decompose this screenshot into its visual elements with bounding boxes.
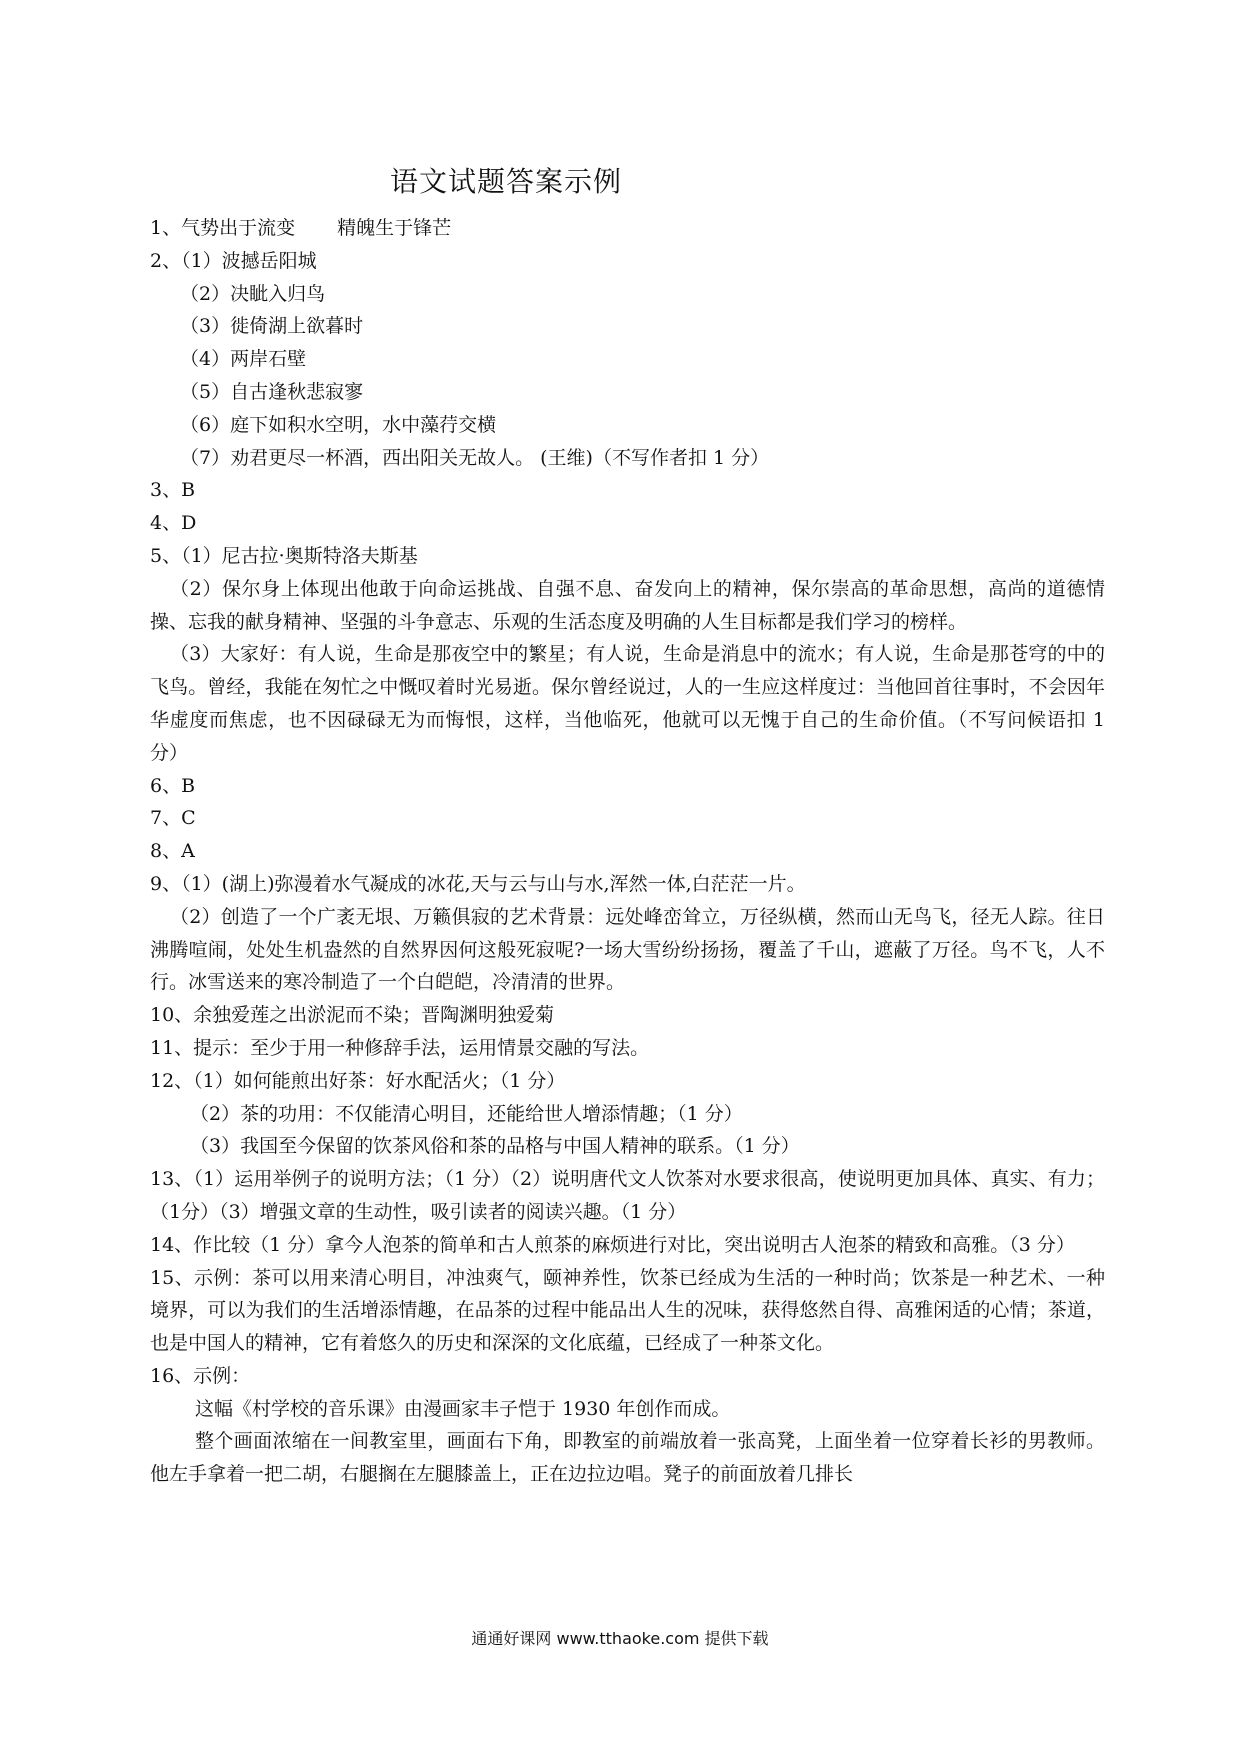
answer-2-5: （5）自古逢秋悲寂寥 xyxy=(180,380,364,403)
answer-7: 7、C xyxy=(150,807,196,830)
answer-4: 4、D xyxy=(150,512,197,535)
answer-1-part-b: 精魄生于锋芒 xyxy=(337,217,452,239)
answer-12-2: （2）茶的功用：不仅能清心明目，还能给世人增添情趣；（1 分） xyxy=(190,1102,743,1125)
answer-5-1: 5、（1）尼古拉·奥斯特洛夫斯基 xyxy=(150,544,418,567)
answer-13: 13、（1）运用举例子的说明方法；（1 分）（2）说明唐代文人饮茶对水要求很高，使说明更加具体、真实、有力；（1分）（3）增强文章的生动性，吸引读者的阅读兴趣。（1 分） xyxy=(150,1168,1105,1223)
answer-6: 6、B xyxy=(150,774,196,797)
answer-12-3: （3）我国至今保留的饮茶风俗和茶的品格与中国人精神的联系。（1 分） xyxy=(190,1135,800,1158)
answer-12-1: 12、（1）如何能煎出好茶：好水配活火；（1 分） xyxy=(150,1069,566,1092)
answer-2-4: （4）两岸石壁 xyxy=(180,348,307,371)
answer-5-2: （2）保尔身上体现出他敢于向命运挑战、自强不息、奋发向上的精神，保尔崇高的革命思想，高尚的道德情操、忘我的献身精神、坚强的斗争意志、乐观的生活态度及明确的人生目标都是我们学习的榜样。 xyxy=(150,577,1105,633)
answer-9-2: （2）创造了一个广袤无垠、万籁俱寂的艺术背景：远处峰峦耸立，万径纵横，然而山无鸟飞，径无人踪。往日沸腾喧闹，处处生机盎然的自然界因何这般死寂呢?一场大雪纷纷扬扬，覆盖了千山，遮蔽了万径。鸟不飞，人不行。冰雪送来的寒冷制造了一个白皑皑，冷清清的世界。 xyxy=(150,905,1105,994)
answer-2-1: 2、（1）波撼岳阳城 xyxy=(150,249,317,272)
page-footer: 通通好课网 www.tthaoke.com 提供下载 xyxy=(471,1629,769,1648)
answer-10: 10、余独爱莲之出淤泥而不染；晋陶渊明独爱菊 xyxy=(150,1004,555,1027)
answer-2-7: （7）劝君更尽一杯酒，西出阳关无故人。 (王维)（不写作者扣 1 分） xyxy=(180,446,770,469)
answer-14: 14、作比较（1 分）拿今人泡茶的简单和古人煎茶的麻烦进行对比，突出说明古人泡茶的精致和高雅。（3 分） xyxy=(150,1233,1075,1256)
answer-16-para-1: 这幅《村学校的音乐课》由漫画家丰子恺于 1930 年创作而成。 xyxy=(195,1397,731,1420)
answer-1 xyxy=(150,212,1105,245)
answer-2-3: （3）徙倚湖上欲暮时 xyxy=(180,315,364,338)
answer-2-6: （6）庭下如积水空明，水中藻荇交横 xyxy=(180,413,497,436)
answer-11: 11、提示：至少于用一种修辞手法，运用情景交融的写法。 xyxy=(150,1036,650,1059)
answer-2-2: （2）决眦入归鸟 xyxy=(180,282,326,305)
answer-1-part-a: 1、气势出于流变 xyxy=(150,217,296,239)
answer-15: 15、示例：茶可以用来清心明目，冲浊爽气，颐神养性，饮茶已经成为生活的一种时尚；饮茶是一种艺术、一种境界，可以为我们的生活增添情趣，在品茶的过程中能品出人生的况味，获得悠然自得、高雅闲适的心情；茶道，也是中国人的精神，它有着悠久的历史和深深的文化底蕴，已经成了一种茶文化。 xyxy=(150,1266,1105,1355)
answer-8: 8、A xyxy=(150,840,195,863)
answer-3: 3、B xyxy=(150,479,196,502)
answer-9-1: 9、（1）(湖上)弥漫着水气凝成的冰花,天与云与山与水,浑然一体,白茫茫一片。 xyxy=(150,872,806,895)
answer-list xyxy=(150,212,1105,1491)
answer-5-3: （3）大家好：有人说，生命是那夜空中的繁星；有人说，生命是消息中的流水；有人说，生命是那苍穹的中的飞鸟。曾经，我能在匆忙之中慨叹着时光易逝。保尔曾经说过，人的一生应这样度过：当他回首往事时，不会因年华虚度而焦虑，也不因碌碌无为而悔恨，这样，当他临死，他就可以无愧于自己的生命价值。（不写问候语扣 1 分） xyxy=(150,643,1105,764)
document-title: 语文试题答案示例 xyxy=(390,165,623,198)
answer-16: 16、示例： xyxy=(150,1364,251,1387)
answer-16-para-2: 整个画面浓缩在一间教室里，画面右下角，即教室的前端放着一张高凳，上面坐着一位穿着长衫的男教师。他左手拿着一把二胡，右腿搁在左腿膝盖上，正在边拉边唱。凳子的前面放着几排长 xyxy=(150,1430,1105,1486)
